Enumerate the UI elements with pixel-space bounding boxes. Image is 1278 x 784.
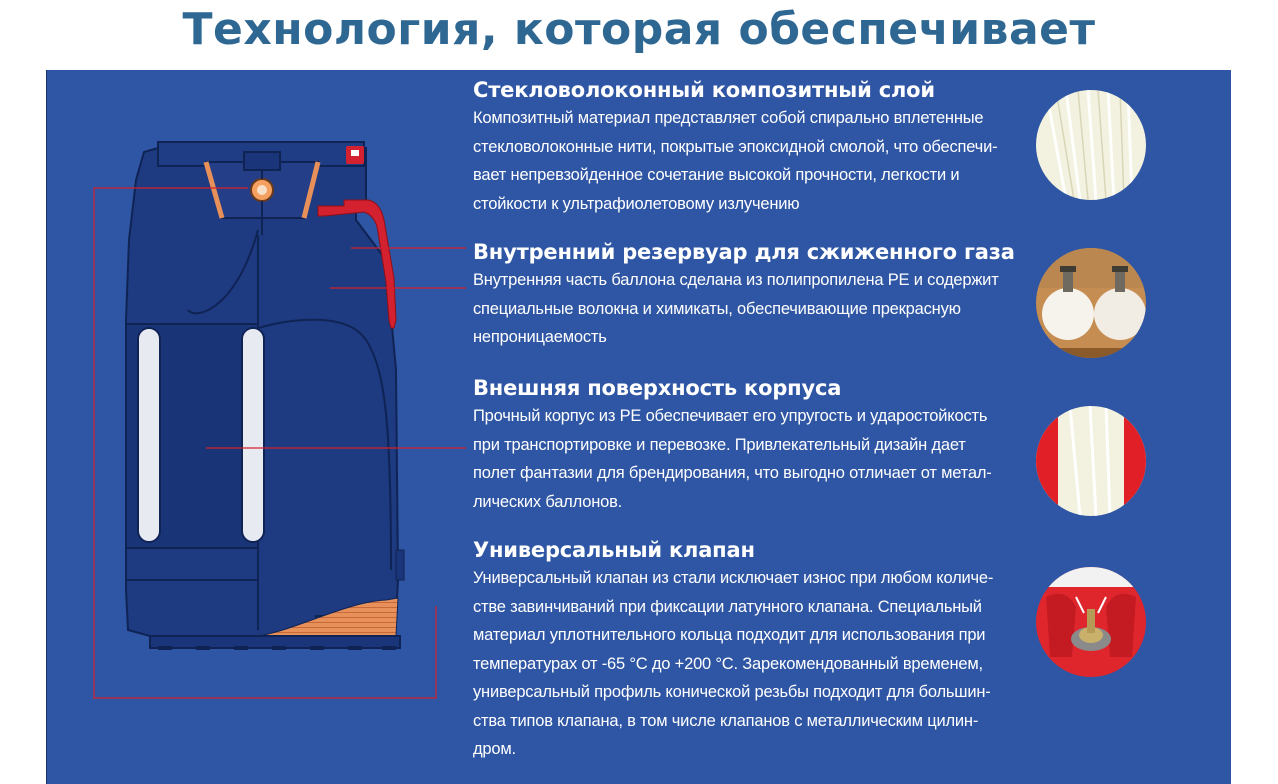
section-heading: Универсальный клапан <box>473 538 755 562</box>
valve-photo <box>1036 567 1146 677</box>
inner-tanks-photo <box>1036 248 1146 358</box>
section-heading: Внутренний резервуар для сжиженного газа <box>473 240 1015 264</box>
fiberglass-photo <box>1036 90 1146 200</box>
section-universal-valve <box>473 536 993 764</box>
section-fiberglass-layer <box>473 76 997 218</box>
section-heading: Стекловолоконный композитный слой <box>473 78 935 102</box>
section-text-line: дром. <box>473 740 516 758</box>
section-text-line: непроницаемость <box>473 328 607 346</box>
section-text-line: ства типов клапана, в том числе клапанов с металлическим цилин- <box>473 711 979 730</box>
section-text-line: при транспортировке и перевозке. Привлекательный дизайн дает <box>473 435 966 454</box>
section-text-line: стве завинчиваний при фиксации латунного клапана. Специальный <box>473 597 982 616</box>
section-text-line: стойкости к ультрафиолетовому излучению <box>473 194 800 213</box>
section-text-line: специальные волокна и химикаты, обеспечивающие прекрасную <box>473 299 961 318</box>
section-text-line: Внутренняя часть баллона сделана из полипропилена PE и содержит <box>473 271 999 289</box>
section-heading: Внешняя поверхность корпуса <box>473 376 842 400</box>
section-text-line: Универсальный клапан из стали исключает износ при любом количе- <box>473 569 994 587</box>
section-text-line: вает непревзойденное сочетание высокой прочности, легкости и <box>473 166 960 184</box>
section-text-line: стекловолоконные нити, покрытые эпоксидной смолой, что обеспечи- <box>473 137 998 156</box>
section-text-line: температурах от -65 °С до +200 °С. Зарекомендованный временем, <box>473 654 983 673</box>
section-inner-tank <box>473 238 1015 352</box>
valve-body <box>244 152 280 170</box>
section-text-line: материал уплотнительного кольца подходит для использования при <box>473 626 986 644</box>
section-text-line: универсальный профиль конической резьбы подходит для большин- <box>473 683 991 701</box>
section-text-line: Композитный материал представляет собой спирально вплетенные <box>473 109 984 127</box>
section-text-line: лических баллонов. <box>473 492 623 511</box>
section-outer-surface <box>473 374 992 516</box>
outer-shell-photo <box>1036 406 1146 516</box>
cylinder-diagram <box>46 70 486 784</box>
page-title: Технология, которая обеспечивает <box>182 4 1096 55</box>
section-text-line: полет фантазии для брендирования, что выгодно отличает от метал- <box>473 464 992 482</box>
section-text-line: Прочный корпус из PE обеспечивает его упругость и ударостойкость <box>473 407 988 425</box>
